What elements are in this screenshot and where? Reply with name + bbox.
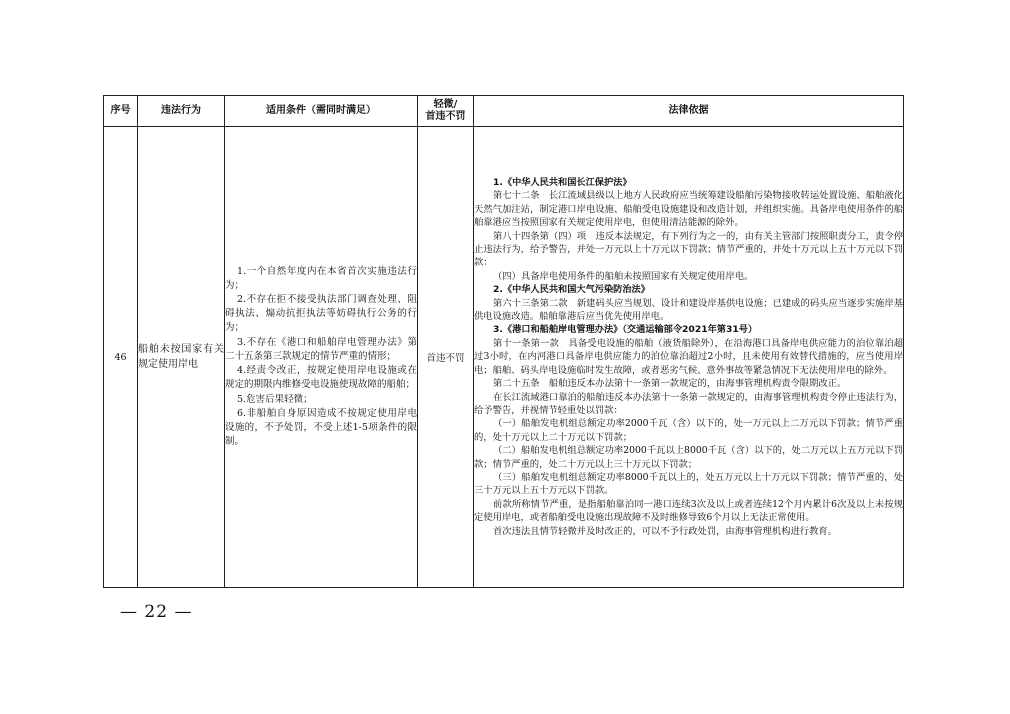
condition-item: 2.不存在拒不接受执法部门调查处理、阻碍执法、煽动抗拒执法等妨碍执行公务的行为； [225,294,417,334]
law-article: 第二十五条 船舶违反本办法第十一条第一款规定的，由海事管理机构责令限期改正。 [493,378,847,390]
row-serial-number: 46 [104,127,138,588]
law-article: 在长江流域港口靠泊的船舶违反本办法第十一条第一款规定的，由海事管理机构责令停止违法行为，给予警告，并视情节轻重处以罚款： [474,391,903,416]
row-violation: 船舶未按国家有关规定使用岸电 [138,127,225,588]
law-article: 前款所称情节严重，是指船舶靠泊同一港口连续3次及以上或者连续12个月内累计6次及以上未按规定使用岸电，或者船舶受电设施出现故障不及时维修导致6个月以上无法正常使用。 [474,498,903,524]
law-article: 第六十三条第二款 新建码头应当规划、设计和建设岸基供电设施；已建成的码头应当逐步实施岸基供电设施改造。船舶靠港后应当优先使用岸电。 [474,297,903,323]
header-serial-number: 序号 [104,96,138,127]
law-article: 第十一条第一款 具备受电设施的船舶（液货船除外），在沿海港口具备岸电供应能力的泊位靠泊超过3小时，在内河港口具备岸电供应能力的泊位靠泊超过2小时，且未使用有效替代措施的，应当使用岸电；船舶、码头岸电设施临时发生故障，或者恶劣气候、意外事故等紧急情况下无法使用岸电的除外。 [474,337,903,376]
law-article: （四）具备岸电使用条件的船舶未按照国家有关规定使用岸电。 [493,270,754,282]
law-article: 第八十四条第（四）项 违反本法规定，有下列行为之一的，由有关主管部门按照职责分工，责令停止违法行为，给予警告，并处一万元以上十万元以下罚款；情节严重的，并处十万元以上五十万元以下罚款： [474,230,903,269]
header-violation: 违法行为 [138,96,225,127]
law-article: （二）船舶发电机组总额定功率2000千瓦以上8000千瓦（含）以下的，处二万元以上五万元以下罚款；情节严重的，处二十万元以上三十万元以下罚款； [474,445,903,470]
table-row [104,127,904,588]
header-minor-line2: 首违不罚 [425,111,466,122]
condition-item: 6.非船舶自身原因造成不按规定使用岸电设施的，不予处罚，不受上述1-5项条件的限制。 [225,407,417,448]
row-conditions [225,127,418,588]
regulation-table [103,95,904,588]
table-header-row [104,96,904,127]
law-title: 1.《中华人民共和国长江保护法》 [493,177,632,189]
header-minor-line1: 轻微/ [433,99,458,110]
header-legal-basis: 法律依据 [474,96,904,127]
row-legal-basis [474,127,904,588]
law-article: （一）船舶发电机组总额定功率2000千瓦（含）以下的，处一万元以上二万元以下罚款；情节严重的，处十万元以上二十万元以下罚款； [474,418,903,443]
law-article: （三）船舶发电机组总额定功率8000千瓦以上的，处五万元以上十万元以下罚款；情节严重的，处三十万元以上五十万元以下罚款。 [474,471,903,497]
law-title: 2.《中华人民共和国大气污染防治法》 [493,284,650,296]
header-minor-first-offense [418,96,474,127]
condition-item: 1.一个自然年度内在本省首次实施违法行为； [225,265,417,291]
row-minor-first-offense: 首违不罚 [418,127,474,588]
page-number: — 22 — [120,602,193,622]
condition-item: 5.危害后果轻微； [237,393,313,405]
condition-item: 3.不存在《港口和船舶岸电管理办法》第二十五条第三款规定的情节严重的情形； [225,336,417,362]
condition-item: 4.经责令改正，按规定使用岸电设施或在规定的期限内维修受电设施使现故障的船舶； [225,365,417,391]
header-conditions: 适用条件（需同时满足） [225,96,418,127]
law-article: 第七十二条 长江流域县级以上地方人民政府应当统筹建设船舶污染物接收转运处置设施、船舶液化天然气加注站，制定港口岸电设施、船舶受电设施建设和改造计划，并组织实施。具备岸电使用条件的船舶靠港应当按照国家有关规定使用岸电，但使用清洁能源的除外。 [474,190,903,229]
law-title: 3.《港口和船舶岸电管理办法》（交通运输部令2021年第31号） [493,324,758,336]
law-article: 首次违法且情节轻微并及时改正的，可以不予行政处罚，由海事管理机构进行教育。 [493,525,837,537]
